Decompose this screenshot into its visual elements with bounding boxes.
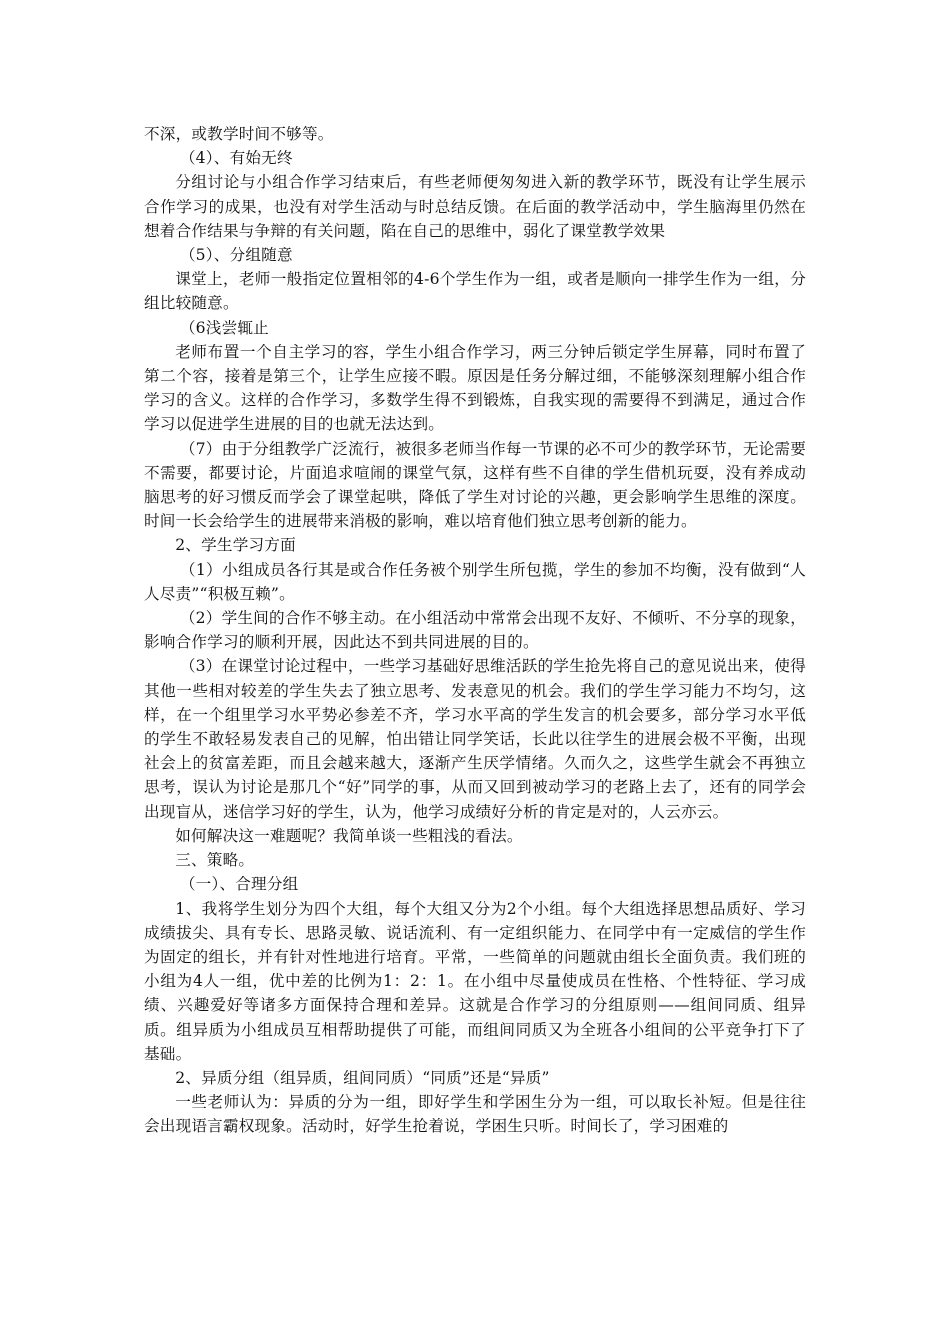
paragraph: 分组讨论与小组合作学习结束后，有些老师便匆匆进入新的教学环节，既没有让学生展示合作学习的成果，也没有对学生活动与时总结反馈。在后面的教学活动中，学生脑海里仍然在想着合作结果与争辩的有关问题，陷在自己的思维中，弱化了课堂教学效果 bbox=[144, 173, 806, 240]
section-heading: （6浅尝辄止 bbox=[179, 318, 269, 337]
paragraph: 如何解决这一难题呢？我简单谈一些粗浅的看法。 bbox=[175, 826, 523, 845]
section-heading: （一）、合理分组 bbox=[179, 875, 299, 894]
paragraph: （7）由于分组教学广泛流行，被很多老师当作每一节课的必不可少的教学环节，无论需要不需要，都要讨论，片面追求喧闹的课堂气氛，这样有些不自律的学生借机玩耍，没有养成动脑思考的好习惯反而学会了课堂起哄，降低了学生对讨论的兴趣，更会影响学生思维的深度。时间一长会给学生的进展带来消极的影响，难以培育他们独立思考创新的能力。 bbox=[144, 439, 806, 531]
section-heading: 三、策略。 bbox=[175, 851, 255, 870]
section-heading: 2、学生学习方面 bbox=[175, 536, 296, 555]
paragraph: （2）学生间的合作不够主动。在小组活动中常常会出现不友好、不倾听、不分享的现象，影响合作学习的顺利开展，因此达不到共同进展的目的。 bbox=[144, 609, 806, 652]
paragraph: （1）小组成员各行其是或合作任务被个别学生所包揽，学生的参加不均衡，没有做到“人人尽责”“积极互赖”。 bbox=[144, 560, 806, 603]
section-heading: 2、异质分组（组异质，组间同质）“同质”还是“异质” bbox=[175, 1068, 550, 1087]
paragraph: 1、我将学生划分为四个大组，每个大组又分为2个小组。每个大组选择思想品质好、学习成绩拔尖、具有专长、思路灵敏、说话流利、有一定组织能力、在同学中有一定威信的学生作为固定的组长，并有针对性地进行培育。平常，一些简单的问题就由组长全面负责。我们班的小组为4人一组，优中差的比例为1：2：1。在小组中尽量使成员在性格、个性特征、学习成绩、兴趣爱好等诸多方面保持合理和差异。这就是合作学习的分组原则——组间同质、组异质。组异质为小组成员互相帮助提供了可能，而组间同质又为全班各小组间的公平竞争打下了基础。 bbox=[144, 899, 806, 1063]
paragraph: 一些老师认为：异质的分为一组，即好学生和学困生分为一组，可以取长补短。但是往往会出现语言霸权现象。活动时，好学生抢着说，学困生只听。时间长了，学习困难的 bbox=[144, 1093, 806, 1136]
section-heading: （4）、有始无终 bbox=[179, 149, 293, 168]
section-heading: （5）、分组随意 bbox=[179, 246, 293, 265]
paragraph: 课堂上，老师一般指定位置相邻的4-6个学生作为一组，或者是顺向一排学生作为一组，分组比较随意。 bbox=[144, 270, 806, 313]
document-body bbox=[144, 122, 806, 1139]
paragraph: 老师布置一个自主学习的容，学生小组合作学习，两三分钟后锁定学生屏幕，同时布置了第二个容，接着是第三个，让学生应接不暇。原因是任务分解过细，不能够深刻理解小组合作学习的含义。这样的合作学习，多数学生得不到锻炼，自我实现的需要得不到满足，通过合作学习以促进学生进展的目的也就无法达到。 bbox=[144, 342, 806, 434]
paragraph: （3）在课堂讨论过程中，一些学习基础好思维活跃的学生抢先将自己的意见说出来，使得其他一些相对较差的学生失去了独立思考、发表意见的机会。我们的学生学习能力不均匀，这样，在一个组里学习水平势必参差不齐，学习水平高的学生发言的机会要多，部分学习水平低的学生不敢轻易发表自己的见解，怕出错让同学笑话，长此以往学生的进展会极不平衡，出现社会上的贫富差距，而且会越来越大，逐渐产生厌学情绪。久而久之，这些学生就会不再独立思考，误认为讨论是那几个“好”同学的事，从而又回到被动学习的老路上去了，还有的同学会出现盲从，迷信学习好的学生，认为，他学习成绩好分析的肯定是对的，人云亦云。 bbox=[144, 657, 806, 821]
paragraph: 不深，或教学时间不够等。 bbox=[144, 125, 334, 143]
